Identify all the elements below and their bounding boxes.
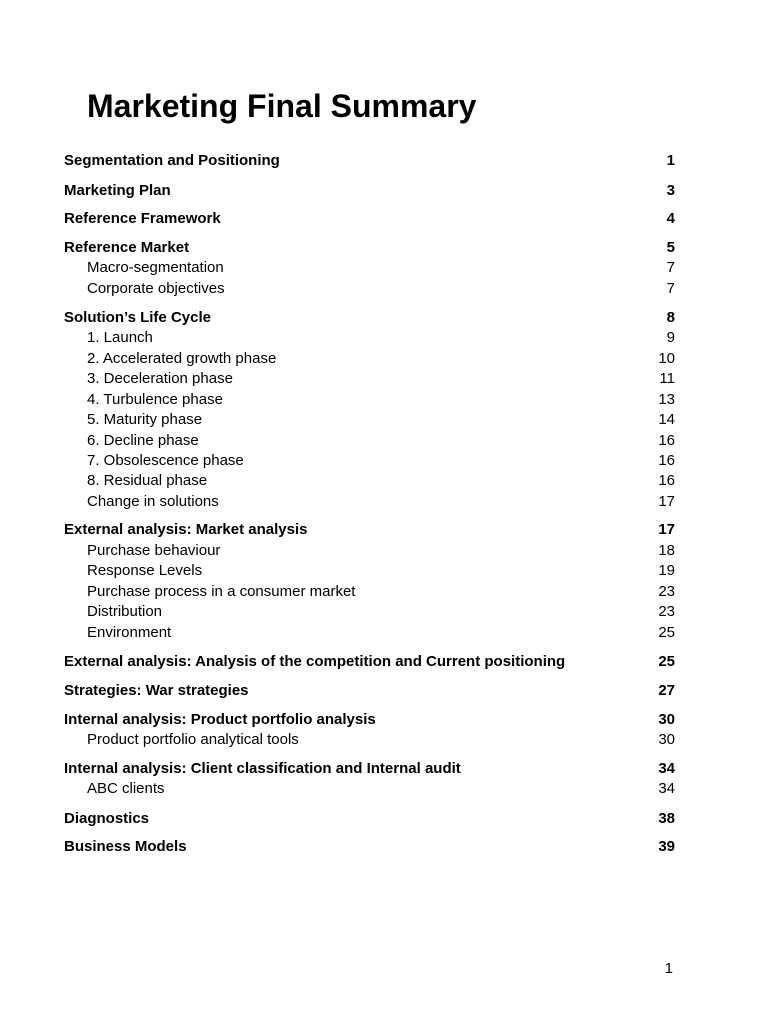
toc-entry-page: 38 <box>658 810 675 827</box>
toc-entry-distribution[interactable] <box>64 602 675 622</box>
toc-entry-turbulence-phase[interactable] <box>64 390 675 410</box>
toc-entry-page: 18 <box>658 542 675 559</box>
toc-entry-deceleration-phase[interactable] <box>64 369 675 389</box>
toc-entry-marketing-plan[interactable] <box>64 181 675 201</box>
toc-entry-residual-phase[interactable] <box>64 471 675 491</box>
toc-entry-reference-market[interactable] <box>64 238 675 258</box>
toc-entry-label: Environment <box>87 624 172 641</box>
toc-entry-page: 27 <box>658 682 675 699</box>
toc-entry-label: 4. Turbulence phase <box>87 391 223 408</box>
toc-entry-page: 23 <box>658 603 675 620</box>
toc-entry-label: Distribution <box>87 603 163 620</box>
toc-entry-label: Solution’s Life Cycle <box>64 309 211 326</box>
toc-entry-label: Marketing Plan <box>64 182 171 199</box>
toc-entry-label: Segmentation and Positioning <box>64 152 280 169</box>
toc-entry-label: 7. Obsolescence phase <box>87 452 244 469</box>
toc-entry-page: 17 <box>658 521 675 538</box>
toc-entry-page: 25 <box>658 653 675 670</box>
toc-entry-page: 5 <box>666 239 675 256</box>
toc-entry-environment[interactable] <box>64 623 675 643</box>
toc-entry-page: 30 <box>658 711 675 728</box>
toc-entry-label: ABC clients <box>87 780 165 797</box>
toc-entry-purchase-process[interactable] <box>64 582 675 602</box>
toc-entry-corporate-objectives[interactable] <box>64 279 675 299</box>
toc-entry-page: 14 <box>658 411 675 428</box>
toc-entry-product-portfolio-analysis[interactable] <box>64 710 675 730</box>
toc-entry-page: 7 <box>666 280 675 297</box>
toc-entry-diagnostics[interactable] <box>64 809 675 829</box>
toc-entry-label: Reference Market <box>64 239 190 256</box>
toc-entry-macro-segmentation[interactable] <box>64 258 675 278</box>
toc-entry-label: Product portfolio analytical tools <box>87 731 299 748</box>
toc-entry-label: Internal analysis: Product portfolio analysis <box>64 711 376 728</box>
toc-entry-competition-analysis[interactable] <box>64 652 675 672</box>
toc-entry-page: 3 <box>666 182 675 199</box>
toc-entry-label: Internal analysis: Client classification and Internal audit <box>64 760 461 777</box>
toc-entry-label: Reference Framework <box>64 210 221 227</box>
toc-entry-portfolio-tools[interactable] <box>64 730 675 750</box>
toc-entry-purchase-behaviour[interactable] <box>64 541 675 561</box>
toc-entry-page: 1 <box>666 152 675 169</box>
page-number: 1 <box>664 960 673 977</box>
toc-entry-label: 3. Deceleration phase <box>87 370 233 387</box>
toc-entry-war-strategies[interactable] <box>64 681 675 701</box>
toc-entry-response-levels[interactable] <box>64 561 675 581</box>
toc-entry-page: 19 <box>658 562 675 579</box>
toc-entry-page: 30 <box>658 731 675 748</box>
toc-entry-page: 17 <box>658 493 675 510</box>
toc-entry-label: External analysis: Analysis of the competition and Current positioning <box>64 653 566 670</box>
toc-entry-page: 23 <box>658 583 675 600</box>
toc-entry-external-market-analysis[interactable] <box>64 520 675 540</box>
toc-entry-page: 8 <box>666 309 675 326</box>
toc-entry-decline-phase[interactable] <box>64 431 675 451</box>
toc-entry-page: 11 <box>659 370 675 387</box>
toc-entry-page: 16 <box>658 432 675 449</box>
toc-entry-label: 2. Accelerated growth phase <box>87 350 277 367</box>
toc-entry-page: 39 <box>658 838 675 855</box>
toc-entry-accelerated-growth-phase[interactable] <box>64 349 675 369</box>
toc-entry-page: 9 <box>666 329 675 346</box>
toc-entry-client-classification[interactable] <box>64 759 675 779</box>
toc-entry-business-models[interactable] <box>64 837 675 857</box>
toc-entry-page: 10 <box>658 350 675 367</box>
toc-entry-change-in-solutions[interactable] <box>64 492 675 512</box>
toc-entry-page: 34 <box>658 780 675 797</box>
toc-entry-label: External analysis: Market analysis <box>64 521 308 538</box>
toc-entry-page: 7 <box>666 259 675 276</box>
toc-entry-abc-clients[interactable] <box>64 779 675 799</box>
toc-entry-label: Change in solutions <box>87 493 219 510</box>
toc-entry-label: Purchase process in a consumer market <box>87 583 356 600</box>
toc-entry-reference-framework[interactable] <box>64 209 675 229</box>
toc-entry-page: 4 <box>666 210 675 227</box>
toc-entry-page: 13 <box>658 391 675 408</box>
toc-entry-launch[interactable] <box>64 328 675 348</box>
toc-entry-label: Macro-segmentation <box>87 259 224 276</box>
toc-entry-page: 25 <box>658 624 675 641</box>
toc-entry-label: Response Levels <box>87 562 203 579</box>
toc-entry-label: 5. Maturity phase <box>87 411 203 428</box>
toc-entry-label: Strategies: War strategies <box>64 682 249 699</box>
toc-entry-obsolescence-phase[interactable] <box>64 451 675 471</box>
toc-entry-label: Diagnostics <box>64 810 150 827</box>
toc-entry-page: 34 <box>658 760 675 777</box>
toc-entry-solutions-life-cycle[interactable] <box>64 308 675 328</box>
toc-entry-page: 16 <box>658 472 675 489</box>
page-title: Marketing Final Summary <box>87 88 477 124</box>
toc-entry-label: Corporate objectives <box>87 280 225 297</box>
toc-entry-label: Business Models <box>64 838 187 855</box>
toc-entry-label: 6. Decline phase <box>87 432 199 449</box>
toc-entry-page: 16 <box>658 452 675 469</box>
toc-entry-label: 8. Residual phase <box>87 472 208 489</box>
toc-entry-label: 1. Launch <box>87 329 153 346</box>
toc-entry-segmentation-and-positioning[interactable] <box>64 151 675 171</box>
toc-entry-label: Purchase behaviour <box>87 542 221 559</box>
toc-entry-maturity-phase[interactable] <box>64 410 675 430</box>
